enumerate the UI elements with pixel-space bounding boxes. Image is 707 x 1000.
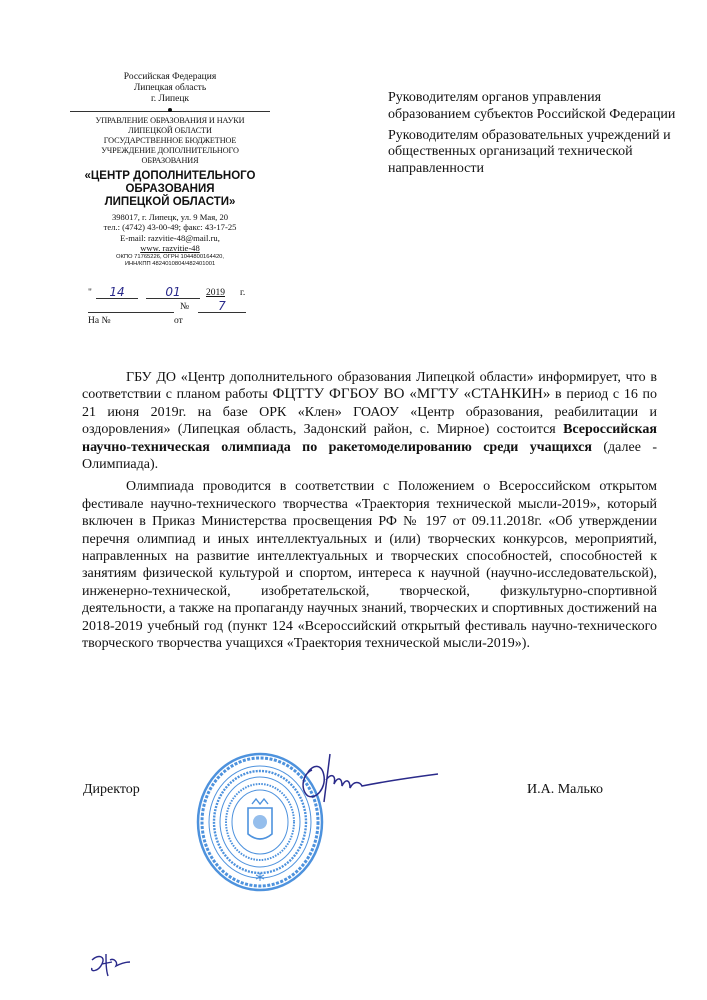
- number-label: №: [180, 302, 190, 312]
- addressee-line: Руководителям образовательных учреждений и общественных организаций технической направленности: [388, 127, 671, 177]
- date-open-quote: ": [88, 288, 92, 298]
- letterhead: [70, 72, 270, 268]
- executor-initials: [88, 950, 133, 980]
- number-value: 7: [198, 300, 246, 313]
- okpo-ogrn: ОКПО 71765226, ОГРН 1044800164420,: [115, 253, 225, 260]
- number-row: [88, 300, 264, 314]
- date-month: 01: [146, 286, 200, 299]
- reference-row: [88, 314, 264, 328]
- organization-name: [70, 170, 270, 209]
- addressee-block: [388, 90, 678, 182]
- letterhead-region: Липецкая область: [133, 83, 207, 93]
- olympiad-title: Всероссийская научно-техническая олимпиада по ракетомоделированию среди учащихся: [82, 422, 657, 455]
- department-line: УЧРЕЖДЕНИЕ ДОПОЛНИТЕЛЬНОГО: [101, 146, 239, 155]
- director-signature: [300, 752, 440, 812]
- seal-coat-of-arms: [248, 799, 272, 881]
- department-line: ОБРАЗОВАНИЯ: [141, 156, 199, 165]
- organization-website: www. razvitie-48: [140, 243, 200, 254]
- reference-label: На №: [88, 316, 111, 326]
- organization-name-line: ОБРАЗОВАНИЯ: [125, 183, 215, 195]
- date-row: [88, 286, 264, 300]
- addressee-line: Руководителям органов управления образованием субъектов Российской Федерации: [388, 90, 676, 122]
- letterhead-divider: [70, 107, 270, 115]
- paragraph-1-text: (далее - Олимпиада).: [82, 439, 657, 473]
- date-day: 14: [96, 286, 138, 299]
- paragraph-2: Олимпиада проводится в соответствии с Положением о Всероссийском открытом фестивале научно-технического творчества «Траектория технической мысли-2019», который включен в Приказ Министерства просвещения РФ № 197 от 09.11.2018г. «Об утверждении перечня олимпиад и иных интеллектуальных и (или) творческих конкурсов, мероприятий, направленных на развитие интеллектуальных и творческих способностей, способностей к занятиям физической культурой и спортом, интереса к научной (научно-исследовательской), инженерно-технической, изобретательской, творческой, физкультурно-спортивной деятельности, а также на пропаганду научных знаний, творческих и спортивных достижений на 2018-2019 учебный год (пункт 124 «Всероссийский открытый фестиваль научно-технического творческого творчества учащихся «Траектория технической мысли-2019»).: [82, 479, 657, 652]
- department-line: УПРАВЛЕНИЕ ОБРАЗОВАНИЯ И НАУКИ: [95, 116, 245, 125]
- number-line-left: [88, 300, 174, 313]
- department-line: ГОСУДАРСТВЕННОЕ БЮДЖЕТНОЕ: [103, 136, 237, 145]
- date-year-suffix: г.: [240, 288, 246, 298]
- organization-mention: ФЦТТУ ФГБОУ ВО «МГТУ «СТАНКИН»: [272, 386, 551, 403]
- signatory-position: Директор: [83, 782, 140, 797]
- paragraph-1-text: в период с 16 по 21 июня 2019г. на базе ОРК «Клен» ГОАОУ «Центр образования, реабилитации и оздоровления» (Липецкая область, Задонский район, с. Мирное) состоится: [82, 387, 657, 438]
- paragraph-1: [82, 369, 657, 473]
- letterhead-country: Российская Федерация: [123, 72, 217, 82]
- letter-body: [82, 369, 657, 658]
- registration-block: [88, 286, 264, 328]
- paragraph-1-text: ГБУ ДО «Центр дополнительного образования Липецкой области» информирует, что в соответствии с планом работы: [82, 370, 657, 403]
- organization-phone: тел.: (4742) 43-00-49; факс: 43-17-25: [103, 222, 237, 233]
- signatory-name: И.А. Малько: [527, 782, 603, 797]
- department-line: ЛИПЕЦКОЙ ОБЛАСТИ: [128, 126, 212, 135]
- inn-kpp: ИНН/КПП 4824010804/482401001: [124, 260, 216, 267]
- seal-star-icon: [256, 873, 264, 881]
- letterhead-city: г. Липецк: [150, 94, 190, 104]
- date-year: 2019: [206, 288, 225, 298]
- reference-from-label: от: [174, 316, 183, 326]
- organization-name-line: ЛИПЕЦКОЙ ОБЛАСТИ»: [104, 196, 236, 208]
- organization-address: 398017, г. Липецк, ул. 9 Мая, 20: [111, 212, 229, 222]
- organization-name-line: «ЦЕНТР ДОПОЛНИТЕЛЬНОГО: [84, 170, 256, 182]
- organization-email: E-mail: razvitie-48@mail.ru,: [120, 232, 220, 243]
- organization-contacts: [70, 212, 270, 254]
